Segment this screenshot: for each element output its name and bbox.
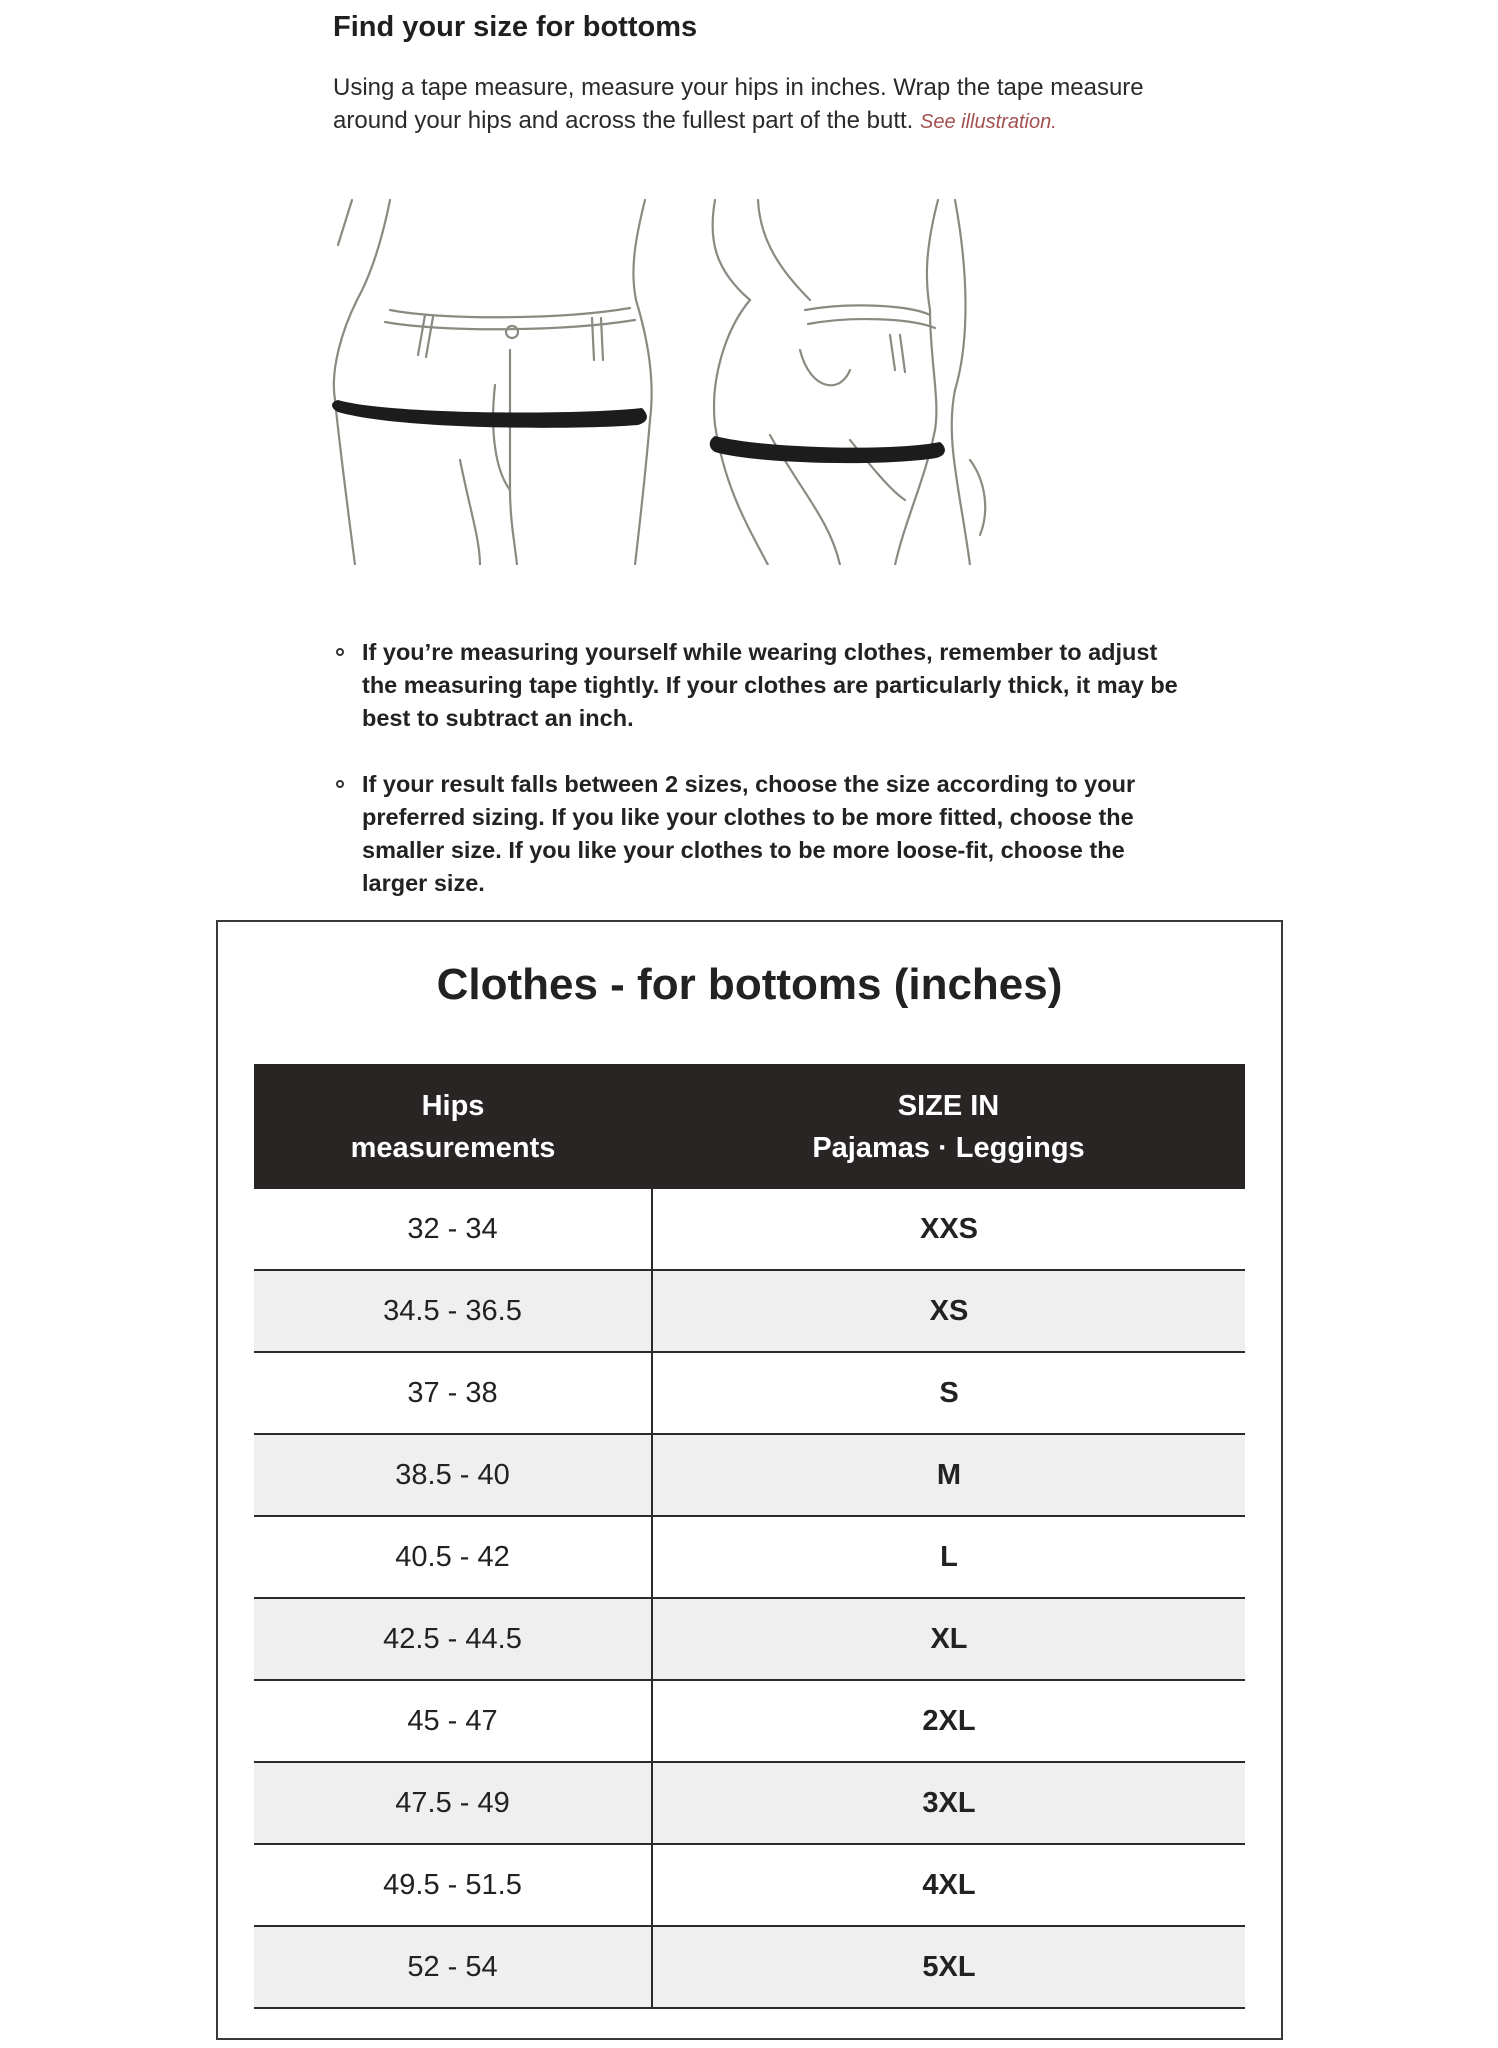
- size-cell: XXS: [652, 1189, 1245, 1270]
- intro-section: [333, 8, 1203, 139]
- table-row: [254, 1270, 1245, 1352]
- table-row: [254, 1189, 1245, 1270]
- size-cell: S: [652, 1352, 1245, 1434]
- table-header-row: [254, 1064, 1245, 1189]
- size-cell: L: [652, 1516, 1245, 1598]
- bullet-circle-icon: [336, 648, 344, 656]
- hip-measurement-illustration: [330, 190, 1090, 565]
- bullet-circle-icon: [336, 780, 344, 788]
- hips-header-line1: Hips: [421, 1089, 485, 1122]
- tip-item: [334, 636, 1194, 735]
- page-title: Find your size for bottoms: [333, 11, 698, 43]
- size-chart-panel: [216, 920, 1283, 2040]
- size-cell: XL: [652, 1598, 1245, 1680]
- table-row: [254, 1352, 1245, 1434]
- table-row: [254, 1598, 1245, 1680]
- size-cell: M: [652, 1434, 1245, 1516]
- size-header-line1: SIZE IN: [897, 1089, 1000, 1122]
- hips-header-line2: measurements: [350, 1131, 556, 1164]
- size-cell: 4XL: [652, 1844, 1245, 1926]
- back-tape-measure: [710, 436, 945, 463]
- front-view-figure: [334, 200, 652, 565]
- hips-cell: 38.5 - 40: [254, 1434, 652, 1516]
- hips-cell: 34.5 - 36.5: [254, 1270, 652, 1352]
- hips-cell: 37 - 38: [254, 1352, 652, 1434]
- table-row: [254, 1926, 1245, 2008]
- table-row: [254, 1516, 1245, 1598]
- size-table: [254, 1064, 1245, 2009]
- table-row: [254, 1844, 1245, 1926]
- back-view-figure: [713, 200, 986, 565]
- see-illustration-link[interactable]: See illustration.: [920, 111, 1057, 133]
- size-cell: 2XL: [652, 1680, 1245, 1762]
- size-cell: 3XL: [652, 1762, 1245, 1844]
- tip-text: If you’re measuring yourself while wearing clothes, remember to adjust the measuring tape tightly. If your clothes are particularly thick, it may be best to subtract an inch.: [362, 639, 1178, 731]
- size-cell: 5XL: [652, 1926, 1245, 2008]
- size-header-line2: Pajamas · Leggings: [812, 1131, 1085, 1164]
- measure-instructions: [333, 71, 1203, 139]
- tip-text: If your result falls between 2 sizes, choose the size according to your preferred sizing. If you like your clothes to be more fitted, choose the smaller size. If you like your clothes to be more loose-fit, choose the larger size.: [362, 771, 1136, 896]
- hips-cell: 40.5 - 42: [254, 1516, 652, 1598]
- tip-item: [334, 768, 1194, 900]
- hips-cell: 49.5 - 51.5: [254, 1844, 652, 1926]
- hips-cell: 47.5 - 49: [254, 1762, 652, 1844]
- hips-cell: 42.5 - 44.5: [254, 1598, 652, 1680]
- size-chart-title: Clothes - for bottoms (inches): [436, 960, 1063, 1009]
- hips-cell: 52 - 54: [254, 1926, 652, 2008]
- hips-column-header: [254, 1064, 652, 1189]
- table-row: [254, 1434, 1245, 1516]
- size-column-header: [652, 1064, 1245, 1189]
- instructions-text: Using a tape measure, measure your hips in inches. Wrap the tape measure around your hips and across the fullest part of the butt.: [333, 74, 1144, 134]
- table-row: [254, 1762, 1245, 1844]
- measuring-tips-list: [334, 636, 1194, 933]
- hips-cell: 32 - 34: [254, 1189, 652, 1270]
- hips-cell: 45 - 47: [254, 1680, 652, 1762]
- front-tape-measure: [332, 400, 647, 428]
- size-cell: XS: [652, 1270, 1245, 1352]
- table-row: [254, 1680, 1245, 1762]
